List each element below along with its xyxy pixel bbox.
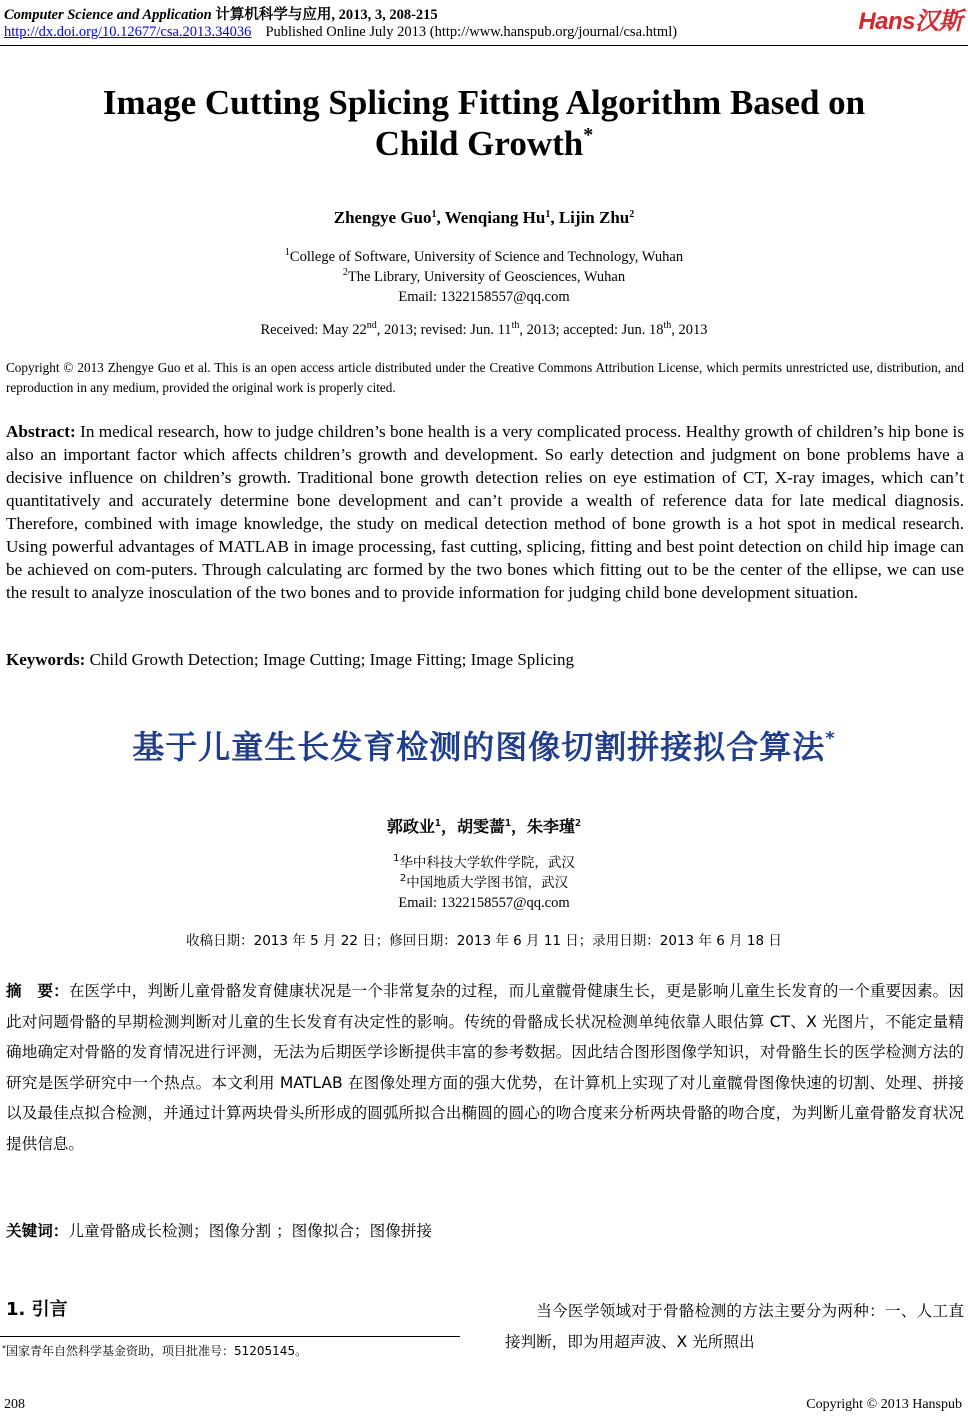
keywords-cn — [6, 1219, 432, 1241]
abstract-cn — [6, 976, 964, 1159]
author-name: Zhengye Guo — [333, 208, 432, 227]
published-online: Published Online July 2013 (http://www.hanspub.org/journal/csa.html) — [265, 24, 678, 40]
title-en — [0, 82, 968, 164]
header-rule — [0, 45, 968, 46]
email-cn: Email: 1322158557@qq.com — [398, 895, 570, 911]
author-name: Lijin Zhu — [558, 208, 630, 227]
keywords-text: Child Growth Detection; Image Cutting; Image Fitting; Image Splicing — [89, 650, 575, 669]
received-dates-en: Received: May 22nd, 2013; revised: Jun. 11th, 2013; accepted: Jun. 18th, 2013 — [260, 320, 708, 338]
doi-line — [4, 24, 677, 41]
keywords-label: Keywords: — [6, 650, 86, 669]
affiliation-cn-2: $^2$中国地质大学图书馆，武汉 — [399, 873, 569, 891]
authors-en: Zhengye Guo$^1$, Wenqiang Hu$^1$, Lijin Zhu$^2$ — [333, 208, 635, 227]
abstract-en — [6, 420, 964, 604]
journal-header-line — [4, 3, 438, 24]
title-en-line1: Image Cutting Splicing Fitting Algorithm Based on — [102, 83, 866, 122]
title-footnote-mark: * — [583, 124, 594, 146]
doi-link[interactable]: http://dx.doi.org/10.12677/csa.2013.34036 — [4, 24, 252, 40]
footnote-funding: *国家青年自然科学基金资助，项目批准号：51205145。 — [2, 1344, 308, 1358]
journal-name-cn: 计算机科学与应用 — [215, 7, 332, 23]
email-en: Email: 1322158557@qq.com — [398, 289, 570, 305]
author-name-cn: 胡雯蔷 — [456, 817, 505, 836]
author-name-cn: 朱李瑾 — [527, 817, 576, 836]
footer-copyright: Copyright © 2013 Hanspub — [806, 1397, 962, 1412]
affiliation-2: $^2$The Library, University of Geosciences, Wuhan — [342, 267, 626, 285]
author-name: Wenqiang Hu — [444, 208, 546, 227]
keywords-en — [6, 650, 574, 670]
keywords-cn-text: 儿童骨骼成长检测；图像分割 ；图像拟合；图像拼接 — [68, 1222, 433, 1240]
hans-logo: Hans汉斯 — [858, 8, 962, 35]
copyright-notice: Copyright © 2013 Zhengye Guo et al. This is an open access article distributed under the Creative Commons Attribution License, which permits unrestricted use, distribution, and reproduction in any medium, provided the original work is properly cited. — [6, 360, 964, 395]
affiliation-1: $^1$College of Software, University of Science and Technology, Wuhan — [284, 247, 684, 265]
title-cn: 基于儿童生长发育检测的图像切割拼接拟合算法* — [132, 728, 836, 766]
affiliations-en — [0, 247, 968, 307]
journal-volume-pages: , 2013, 3, 208-215 — [331, 7, 438, 23]
author-name-cn: 郭政业 — [386, 817, 435, 836]
affiliations-cn — [0, 853, 968, 913]
affiliation-cn-1: $^1$华中科技大学软件学院，武汉 — [393, 853, 575, 871]
page-number: 208 — [4, 1397, 25, 1412]
footnote-rule — [0, 1336, 460, 1337]
title-en-line2: Child Growth* — [374, 124, 594, 163]
intro-paragraph-right-column: 当今医学领域对于骨骼检测的方法主要分为两种：一、人工直接判断，即为用超声波、X 光所照出 — [505, 1302, 964, 1351]
title-cn-footnote-mark: * — [825, 728, 836, 749]
received-dates-cn: 收稿日期：2013 年 5 月 22 日；修回日期：2013 年 6 月 11 日；录用日期：2013 年 6 月 18 日 — [186, 933, 782, 949]
abstract-label: Abstract: — [6, 422, 76, 441]
section-heading-introduction: 1. 引言 — [6, 1299, 68, 1320]
keywords-cn-label: 关键词： — [6, 1222, 69, 1240]
authors-cn: 郭政业$^1$，胡雯蔷$^1$，朱李瑾$^2$ — [386, 817, 582, 836]
abstract-text: In medical research, how to judge children’s bone health is a very complicated process. Healthy growth of children’s hip bone is also an important factor which affects children’s growth and development. So early detection and judgment on bone problems have a decisive influence on children’s growth. Traditional bone growth detection relies on eye estimation of CT, X-ray images, which can’t quantitatively and accurately determine bone development and can’t provide a wealth of reference data for late medical diagnosis. Therefore, combined with image knowledge, the study on medical detection method of bone growth is a hot spot in medical research. Using powerful advantages of MATLAB in image processing, fast cutting, splicing, fitting and best point detection on child hip image can be achieved on com-puters. Through calculating arc formed by the two bones which fitting out to be the center of the ellipse, we can use the result to analyze inosculation of the two bones and to provide information for judging child bone development situation. — [6, 422, 965, 602]
journal-name-en: Computer Science and Application — [4, 7, 212, 23]
abstract-cn-text: 在医学中，判断儿童骨骼发育健康状况是一个非常复杂的过程，而儿童髋骨健康生长，更是影响儿童生长发育的一个重要因素。因此对问题骨骼的早期检测判断对儿童的生长发育有决定性的影响。传统的骨骼成长状况检测单纯依靠人眼估算 CT、X 光图片，不能定量精确地确定对骨骼的发育情况进行评测，无法为后期医学诊断提供丰富的参考数据。因此结合图形图像学知识，对骨骼生长的医学检测方法的研究是医学研究中一个热点。本文利用 MATLAB 在图像处理方面的强大优势，在计算机上实现了对儿童髋骨图像快速的切割、处理、拼接以及最佳点拟合检测，并通过计算两块骨头所形成的圆弧所拟合出椭圆的圆心的吻合度来分析两块骨骼的吻合度，为判断儿童骨骼发育状况提供信息。 — [6, 982, 964, 1153]
abstract-cn-label: 摘 要： — [6, 982, 69, 1000]
